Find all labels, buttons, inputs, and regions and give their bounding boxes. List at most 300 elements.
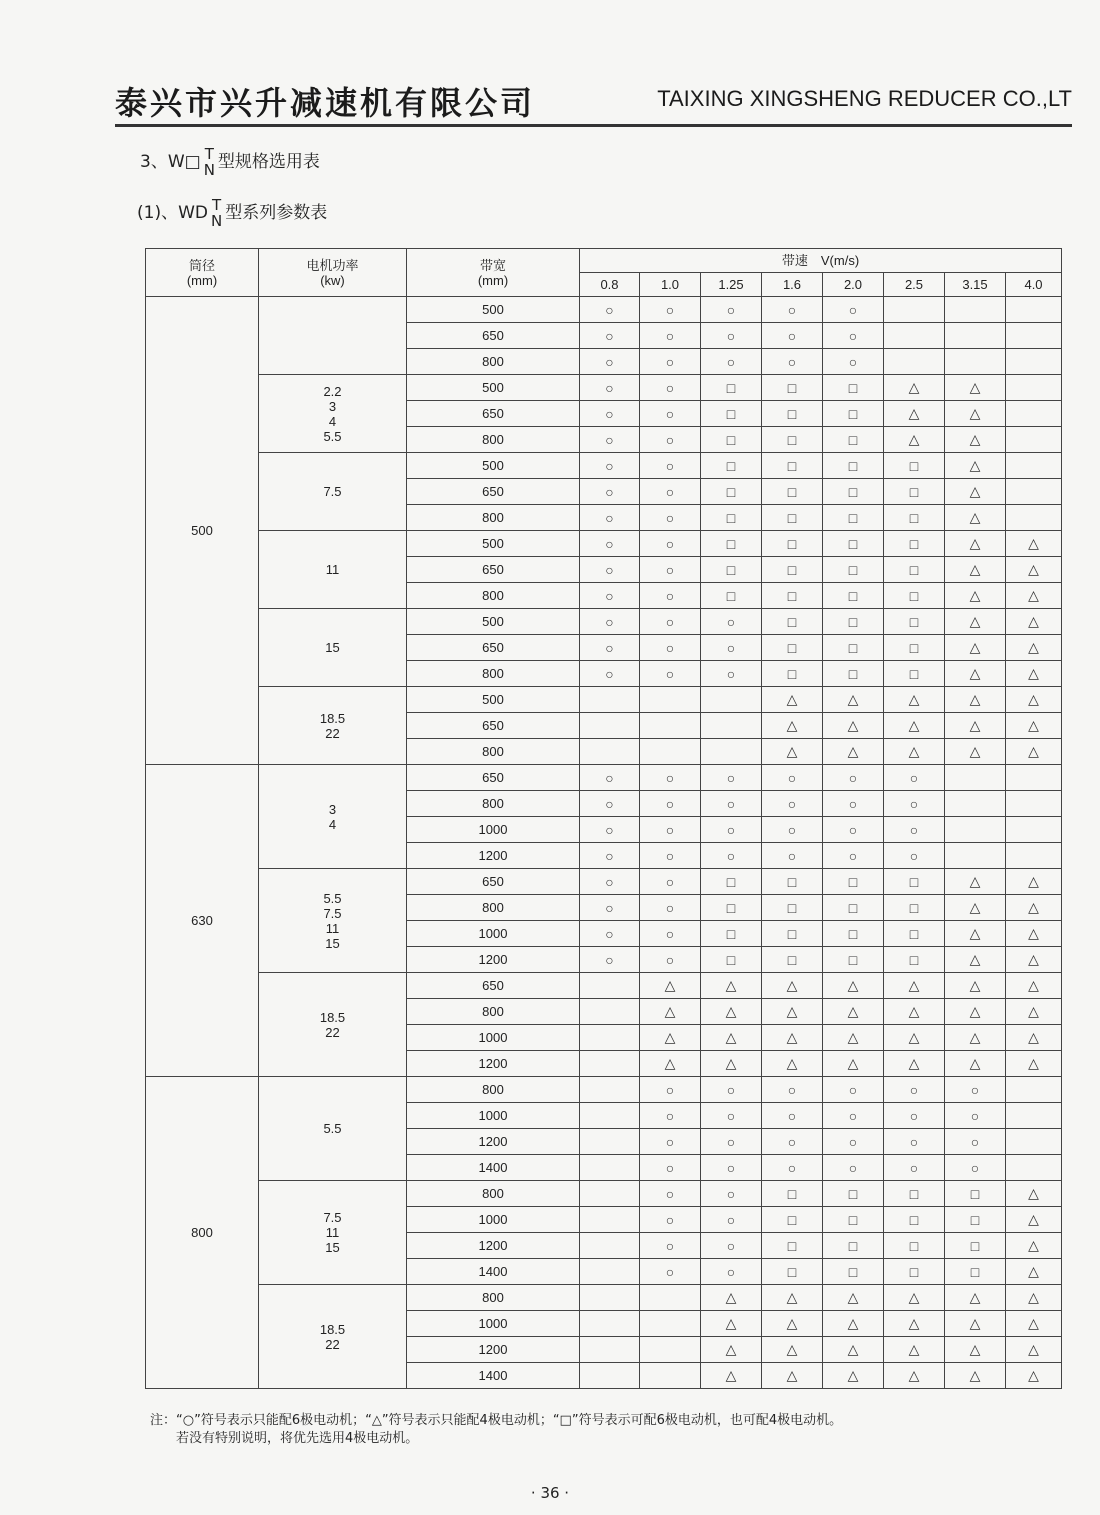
motor-symbol-cell: [1006, 427, 1062, 453]
motor-symbol-cell: △: [945, 1311, 1006, 1337]
diameter-cell: 500: [146, 297, 259, 765]
motor-symbol-cell: □: [823, 479, 884, 505]
power-values: 15: [325, 640, 340, 655]
power-cell: [259, 1077, 407, 1181]
speed-header-cell: 2.0: [823, 273, 884, 297]
motor-symbol-cell: [580, 1233, 640, 1259]
motor-symbol-cell: ○: [640, 791, 701, 817]
motor-symbol-cell: △: [640, 1025, 701, 1051]
motor-symbol-cell: △: [1006, 1311, 1062, 1337]
power-values: 7.5: [323, 484, 342, 499]
motor-symbol-cell: [1006, 349, 1062, 375]
power-cell: [259, 869, 407, 973]
motor-symbol-cell: ○: [640, 1155, 701, 1181]
motor-symbol-cell: ○: [762, 349, 823, 375]
motor-symbol-cell: □: [701, 453, 762, 479]
motor-symbol-cell: □: [823, 1181, 884, 1207]
motor-symbol-cell: ○: [762, 765, 823, 791]
motor-symbol-cell: □: [884, 1181, 945, 1207]
motor-symbol-cell: □: [945, 1259, 1006, 1285]
motor-symbol-cell: △: [1006, 1363, 1062, 1389]
motor-symbol-cell: △: [1006, 973, 1062, 999]
motor-symbol-cell: ○: [884, 843, 945, 869]
belt-width-cell: 650: [407, 973, 580, 999]
motor-symbol-cell: □: [823, 375, 884, 401]
motor-symbol-cell: [945, 323, 1006, 349]
power-cell: [259, 609, 407, 687]
motor-symbol-cell: □: [701, 921, 762, 947]
motor-symbol-cell: ○: [823, 1129, 884, 1155]
motor-symbol-cell: ○: [823, 349, 884, 375]
motor-symbol-cell: ○: [580, 453, 640, 479]
motor-symbol-cell: □: [762, 869, 823, 895]
motor-symbol-cell: △: [1006, 1025, 1062, 1051]
motor-symbol-cell: □: [823, 427, 884, 453]
motor-symbol-cell: △: [945, 505, 1006, 531]
motor-symbol-cell: ○: [701, 323, 762, 349]
motor-symbol-cell: □: [823, 869, 884, 895]
motor-symbol-cell: [580, 1259, 640, 1285]
motor-symbol-cell: △: [945, 1025, 1006, 1051]
motor-symbol-cell: △: [823, 999, 884, 1025]
motor-symbol-cell: □: [823, 453, 884, 479]
motor-symbol-cell: △: [762, 999, 823, 1025]
motor-symbol-cell: △: [1006, 947, 1062, 973]
table-heading: [137, 197, 327, 229]
motor-symbol-cell: [701, 739, 762, 765]
motor-symbol-cell: ○: [640, 1259, 701, 1285]
motor-symbol-cell: △: [1006, 635, 1062, 661]
belt-width-cell: 500: [407, 531, 580, 557]
col-header-speed: 带速 V(m/s): [580, 249, 1062, 273]
motor-symbol-cell: △: [884, 1363, 945, 1389]
belt-width-cell: 800: [407, 895, 580, 921]
belt-width-cell: 1400: [407, 1155, 580, 1181]
motor-symbol-cell: ○: [701, 817, 762, 843]
motor-symbol-cell: [1006, 505, 1062, 531]
belt-width-cell: 1200: [407, 843, 580, 869]
motor-symbol-cell: [640, 1285, 701, 1311]
motor-symbol-cell: △: [1006, 895, 1062, 921]
motor-symbol-cell: △: [1006, 687, 1062, 713]
motor-symbol-cell: △: [762, 1025, 823, 1051]
power-cell: [259, 973, 407, 1077]
section-heading-sub: N: [203, 161, 215, 179]
motor-symbol-cell: □: [884, 557, 945, 583]
motor-symbol-cell: △: [945, 869, 1006, 895]
motor-symbol-cell: △: [945, 921, 1006, 947]
motor-symbol-cell: [580, 1051, 640, 1077]
diameter-cell: 800: [146, 1077, 259, 1389]
motor-symbol-cell: ○: [823, 297, 884, 323]
motor-symbol-cell: △: [945, 557, 1006, 583]
power-cell: [259, 1285, 407, 1389]
belt-width-cell: 650: [407, 869, 580, 895]
spec-table-body: [146, 297, 1062, 1389]
motor-symbol-cell: [701, 687, 762, 713]
motor-symbol-cell: [701, 713, 762, 739]
motor-symbol-cell: □: [884, 1259, 945, 1285]
speed-header-cell: 1.25: [701, 273, 762, 297]
table-row: [146, 1077, 1062, 1103]
motor-symbol-cell: [1006, 297, 1062, 323]
motor-symbol-cell: ○: [701, 765, 762, 791]
motor-symbol-cell: □: [762, 427, 823, 453]
motor-symbol-cell: [945, 349, 1006, 375]
motor-symbol-cell: △: [945, 999, 1006, 1025]
belt-width-cell: 1000: [407, 1311, 580, 1337]
motor-symbol-cell: □: [823, 921, 884, 947]
table-row: [146, 375, 1062, 401]
speed-header-cell: 0.8: [580, 273, 640, 297]
motor-symbol-cell: ○: [640, 1207, 701, 1233]
motor-symbol-cell: △: [884, 687, 945, 713]
motor-symbol-cell: △: [1006, 1285, 1062, 1311]
motor-symbol-cell: ○: [580, 479, 640, 505]
power-cell: [259, 687, 407, 765]
col-header-power: [259, 249, 407, 297]
motor-symbol-cell: ○: [640, 453, 701, 479]
motor-symbol-cell: □: [884, 869, 945, 895]
motor-symbol-cell: △: [1006, 557, 1062, 583]
motor-symbol-cell: ○: [640, 1233, 701, 1259]
motor-symbol-cell: [640, 1363, 701, 1389]
motor-symbol-cell: ○: [701, 349, 762, 375]
motor-symbol-cell: ○: [580, 791, 640, 817]
motor-symbol-cell: ○: [945, 1077, 1006, 1103]
motor-symbol-cell: □: [945, 1233, 1006, 1259]
motor-symbol-cell: △: [1006, 1259, 1062, 1285]
motor-symbol-cell: ○: [701, 661, 762, 687]
power-cell: [259, 531, 407, 609]
motor-symbol-cell: ○: [701, 297, 762, 323]
motor-symbol-cell: ○: [640, 297, 701, 323]
motor-symbol-cell: ○: [823, 1077, 884, 1103]
motor-symbol-cell: ○: [640, 1129, 701, 1155]
width-header-unit: (mm): [477, 272, 509, 288]
motor-symbol-cell: ○: [640, 895, 701, 921]
motor-symbol-cell: ○: [580, 427, 640, 453]
motor-symbol-cell: △: [945, 947, 1006, 973]
belt-width-cell: 650: [407, 401, 580, 427]
motor-symbol-cell: [580, 1155, 640, 1181]
motor-symbol-cell: △: [884, 713, 945, 739]
company-name-cn: 泰兴市兴升减速机有限公司: [115, 84, 536, 122]
header-row: [146, 249, 1062, 273]
power-values: 11: [325, 562, 340, 577]
motor-symbol-cell: ○: [640, 349, 701, 375]
motor-symbol-cell: [1006, 479, 1062, 505]
motor-symbol-cell: ○: [640, 583, 701, 609]
motor-symbol-cell: [640, 739, 701, 765]
table-heading-sup: T: [212, 196, 222, 214]
motor-symbol-cell: □: [701, 531, 762, 557]
power-cell: [259, 453, 407, 531]
motor-symbol-cell: ○: [640, 375, 701, 401]
motor-symbol-cell: □: [884, 479, 945, 505]
motor-symbol-cell: [580, 713, 640, 739]
speed-header-cell: 1.0: [640, 273, 701, 297]
motor-symbol-cell: △: [1006, 713, 1062, 739]
motor-symbol-cell: □: [701, 427, 762, 453]
motor-symbol-cell: △: [945, 1285, 1006, 1311]
motor-symbol-cell: △: [884, 1311, 945, 1337]
motor-symbol-cell: □: [762, 453, 823, 479]
power-values: 5.5: [323, 1121, 342, 1136]
motor-symbol-cell: △: [823, 973, 884, 999]
motor-symbol-cell: [580, 739, 640, 765]
motor-symbol-cell: △: [1006, 661, 1062, 687]
motor-symbol-cell: □: [762, 557, 823, 583]
motor-symbol-cell: □: [762, 921, 823, 947]
motor-symbol-cell: △: [762, 1337, 823, 1363]
motor-symbol-cell: □: [823, 609, 884, 635]
motor-symbol-cell: □: [701, 557, 762, 583]
motor-symbol-cell: △: [701, 1311, 762, 1337]
motor-symbol-cell: □: [762, 583, 823, 609]
motor-symbol-cell: △: [762, 687, 823, 713]
motor-symbol-cell: ○: [823, 817, 884, 843]
motor-symbol-cell: △: [823, 739, 884, 765]
motor-symbol-cell: □: [884, 453, 945, 479]
motor-symbol-cell: △: [823, 1363, 884, 1389]
motor-symbol-cell: ○: [640, 1103, 701, 1129]
belt-width-cell: 1000: [407, 1103, 580, 1129]
motor-symbol-cell: ○: [640, 869, 701, 895]
motor-symbol-cell: ○: [580, 349, 640, 375]
power-values: 18.5 22: [319, 1009, 346, 1040]
motor-symbol-cell: □: [884, 921, 945, 947]
col-header-width: [407, 249, 580, 297]
motor-symbol-cell: △: [701, 999, 762, 1025]
belt-width-cell: 500: [407, 453, 580, 479]
diameter-cell: 630: [146, 765, 259, 1077]
diameter-header-label: 筒径: [188, 257, 215, 273]
motor-symbol-cell: △: [945, 1363, 1006, 1389]
motor-symbol-cell: △: [762, 1285, 823, 1311]
motor-symbol-cell: △: [945, 531, 1006, 557]
motor-symbol-cell: [945, 843, 1006, 869]
motor-symbol-cell: △: [884, 427, 945, 453]
motor-symbol-cell: ○: [640, 505, 701, 531]
motor-symbol-cell: □: [823, 401, 884, 427]
motor-symbol-cell: [1006, 375, 1062, 401]
motor-symbol-cell: □: [823, 505, 884, 531]
belt-width-cell: 500: [407, 609, 580, 635]
motor-symbol-cell: □: [762, 1181, 823, 1207]
motor-symbol-cell: □: [701, 895, 762, 921]
power-values: 5.5 7.5 11 15: [323, 890, 342, 951]
motor-symbol-cell: △: [762, 973, 823, 999]
table-row: [146, 453, 1062, 479]
table-row: [146, 1285, 1062, 1311]
motor-symbol-cell: [1006, 1103, 1062, 1129]
belt-width-cell: 1200: [407, 947, 580, 973]
motor-symbol-cell: [580, 1311, 640, 1337]
motor-symbol-cell: [1006, 765, 1062, 791]
power-values: 7.5 11 15: [323, 1210, 342, 1255]
power-cell: [259, 297, 407, 375]
motor-symbol-cell: △: [945, 895, 1006, 921]
table-heading-prefix: (1)、WD: [137, 203, 208, 223]
motor-symbol-cell: ○: [701, 791, 762, 817]
footnote-line-2: 若没有特别说明，将优先选用4极电动机。: [176, 1431, 419, 1446]
motor-symbol-cell: [1006, 1155, 1062, 1181]
motor-symbol-cell: ○: [884, 765, 945, 791]
motor-symbol-cell: △: [1006, 531, 1062, 557]
belt-width-cell: 500: [407, 375, 580, 401]
motor-symbol-cell: ○: [884, 1129, 945, 1155]
power-values: 18.5 22: [319, 1321, 346, 1352]
motor-symbol-cell: □: [823, 635, 884, 661]
motor-symbol-cell: ○: [701, 1259, 762, 1285]
motor-symbol-cell: [580, 687, 640, 713]
motor-symbol-cell: ○: [580, 297, 640, 323]
belt-width-cell: 1200: [407, 1337, 580, 1363]
belt-width-cell: 1400: [407, 1363, 580, 1389]
motor-symbol-cell: [640, 1311, 701, 1337]
motor-symbol-cell: ○: [580, 557, 640, 583]
motor-symbol-cell: ○: [701, 1155, 762, 1181]
motor-symbol-cell: □: [762, 609, 823, 635]
motor-symbol-cell: [884, 297, 945, 323]
motor-symbol-cell: △: [701, 1337, 762, 1363]
belt-width-cell: 1200: [407, 1233, 580, 1259]
motor-symbol-cell: □: [762, 947, 823, 973]
table-row: [146, 297, 1062, 323]
belt-width-cell: 500: [407, 687, 580, 713]
motor-symbol-cell: ○: [640, 661, 701, 687]
power-cell: [259, 1181, 407, 1285]
belt-width-cell: 500: [407, 297, 580, 323]
motor-symbol-cell: ○: [762, 297, 823, 323]
motor-symbol-cell: [945, 297, 1006, 323]
col-header-diameter: [146, 249, 259, 297]
belt-width-cell: 650: [407, 479, 580, 505]
motor-symbol-cell: [1006, 817, 1062, 843]
motor-symbol-cell: ○: [823, 1155, 884, 1181]
motor-symbol-cell: △: [701, 1025, 762, 1051]
motor-symbol-cell: ○: [580, 895, 640, 921]
motor-symbol-cell: □: [701, 375, 762, 401]
motor-symbol-cell: △: [945, 1337, 1006, 1363]
motor-symbol-cell: △: [1006, 739, 1062, 765]
motor-symbol-cell: □: [762, 1259, 823, 1285]
motor-symbol-cell: △: [701, 1363, 762, 1389]
motor-symbol-cell: [580, 1025, 640, 1051]
motor-symbol-cell: ○: [580, 947, 640, 973]
motor-symbol-cell: △: [762, 739, 823, 765]
motor-symbol-cell: ○: [701, 1181, 762, 1207]
motor-symbol-cell: ○: [580, 869, 640, 895]
motor-symbol-cell: △: [701, 973, 762, 999]
motor-symbol-cell: ○: [580, 505, 640, 531]
motor-symbol-cell: △: [640, 1051, 701, 1077]
belt-width-cell: 1000: [407, 921, 580, 947]
table-row: [146, 687, 1062, 713]
belt-width-cell: 1000: [407, 1207, 580, 1233]
motor-symbol-cell: □: [762, 505, 823, 531]
motor-symbol-cell: △: [884, 1051, 945, 1077]
table-row: [146, 765, 1062, 791]
speed-header-cell: 2.5: [884, 273, 945, 297]
motor-symbol-cell: ○: [884, 1103, 945, 1129]
section-heading-sup: T: [204, 145, 214, 163]
motor-symbol-cell: △: [884, 999, 945, 1025]
motor-symbol-cell: △: [1006, 609, 1062, 635]
motor-symbol-cell: △: [945, 453, 1006, 479]
motor-symbol-cell: △: [762, 713, 823, 739]
motor-symbol-cell: ○: [640, 479, 701, 505]
power-cell: [259, 765, 407, 869]
company-name-en: TAIXING XINGSHENG REDUCER CO.,LT: [657, 86, 1072, 111]
power-values: 3 4: [328, 801, 337, 832]
spec-table: [145, 248, 1062, 1389]
motor-symbol-cell: ○: [580, 531, 640, 557]
motor-symbol-cell: □: [884, 583, 945, 609]
motor-symbol-cell: □: [762, 401, 823, 427]
motor-symbol-cell: [1006, 843, 1062, 869]
motor-symbol-cell: □: [884, 609, 945, 635]
motor-symbol-cell: □: [701, 947, 762, 973]
motor-symbol-cell: △: [884, 1337, 945, 1363]
motor-symbol-cell: △: [823, 1051, 884, 1077]
power-values: 18.5 22: [319, 710, 346, 741]
motor-symbol-cell: □: [823, 557, 884, 583]
motor-symbol-cell: ○: [580, 609, 640, 635]
motor-symbol-cell: ○: [580, 765, 640, 791]
power-header-unit: (kw): [320, 272, 345, 288]
motor-symbol-cell: □: [823, 1233, 884, 1259]
motor-symbol-cell: △: [823, 1337, 884, 1363]
belt-width-cell: 800: [407, 1077, 580, 1103]
motor-symbol-cell: □: [762, 1233, 823, 1259]
motor-symbol-cell: [580, 1103, 640, 1129]
motor-symbol-cell: ○: [701, 1129, 762, 1155]
motor-symbol-cell: [945, 765, 1006, 791]
motor-symbol-cell: ○: [762, 1103, 823, 1129]
motor-symbol-cell: ○: [945, 1155, 1006, 1181]
motor-symbol-cell: △: [945, 713, 1006, 739]
motor-symbol-cell: ○: [884, 791, 945, 817]
motor-symbol-cell: △: [640, 973, 701, 999]
motor-symbol-cell: △: [823, 1311, 884, 1337]
motor-symbol-cell: △: [701, 1285, 762, 1311]
motor-symbol-cell: [945, 817, 1006, 843]
motor-symbol-cell: □: [701, 479, 762, 505]
motor-symbol-cell: △: [1006, 1181, 1062, 1207]
motor-symbol-cell: □: [884, 661, 945, 687]
motor-symbol-cell: △: [945, 583, 1006, 609]
motor-symbol-cell: [580, 1207, 640, 1233]
motor-symbol-cell: ○: [640, 843, 701, 869]
belt-width-cell: 800: [407, 739, 580, 765]
motor-symbol-cell: ○: [640, 557, 701, 583]
belt-width-cell: 650: [407, 323, 580, 349]
motor-symbol-cell: ○: [640, 1181, 701, 1207]
table-heading-suffix: 型系列参数表: [225, 203, 328, 223]
motor-symbol-cell: △: [945, 1051, 1006, 1077]
motor-symbol-cell: □: [701, 505, 762, 531]
motor-symbol-cell: [580, 1337, 640, 1363]
motor-symbol-cell: ○: [580, 661, 640, 687]
motor-symbol-cell: ○: [762, 791, 823, 817]
motor-symbol-cell: [640, 687, 701, 713]
motor-symbol-cell: □: [701, 401, 762, 427]
speed-header-cell: 3.15: [945, 273, 1006, 297]
motor-symbol-cell: [580, 1077, 640, 1103]
motor-symbol-cell: □: [823, 583, 884, 609]
